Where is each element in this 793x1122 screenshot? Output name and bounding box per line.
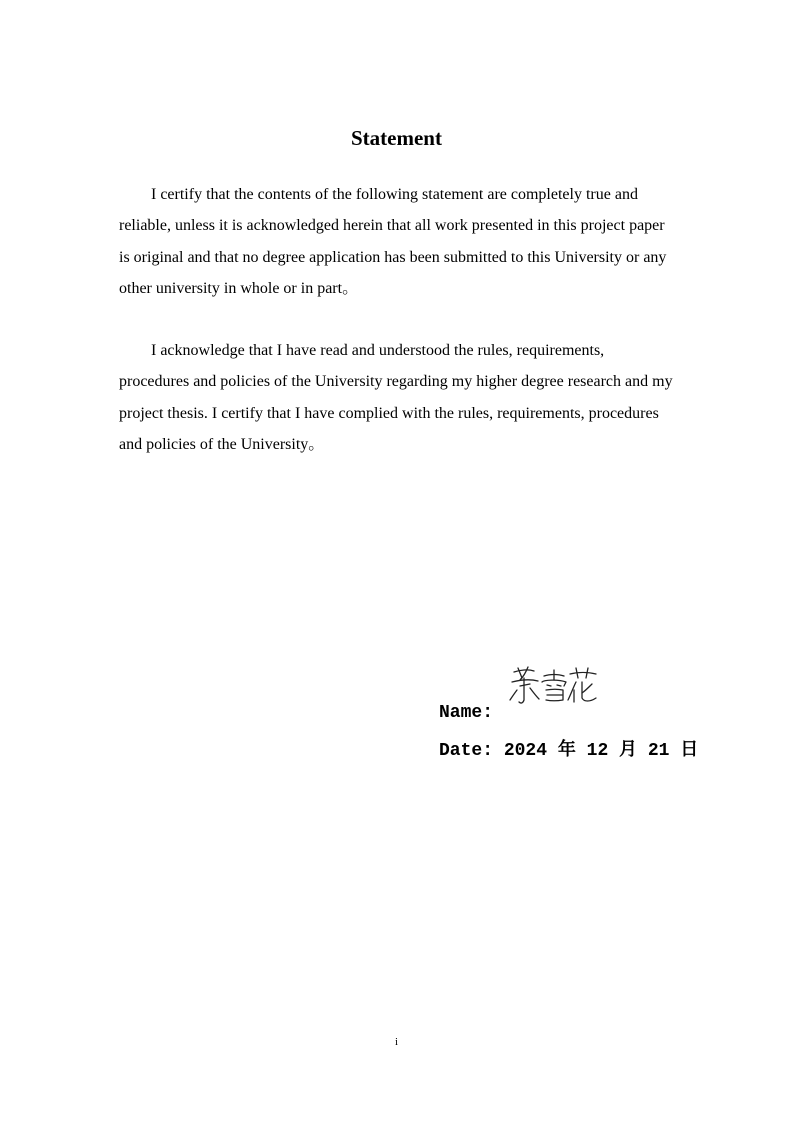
date-label: Date: <box>439 741 494 761</box>
paragraph-line: other university in whole or in part。 <box>119 279 359 297</box>
paragraph-line: is original and that no degree application has been submitted to this University or any <box>119 248 667 266</box>
name-label: Name: <box>439 703 494 723</box>
paragraph-line: and policies of the University。 <box>119 435 325 453</box>
handwritten-signature <box>508 664 598 710</box>
date-value: 2024 年 12 月 21 日 <box>503 741 699 761</box>
statement-paragraph-2 <box>119 335 679 460</box>
statement-paragraph-1 <box>119 179 679 304</box>
page-title: Statement <box>351 126 442 150</box>
paragraph-line: reliable, unless it is acknowledged herein that all work presented in this project paper <box>119 217 665 235</box>
page-number: i <box>394 1036 399 1048</box>
paragraph-line: procedures and policies of the University regarding my higher degree research and my <box>119 373 673 391</box>
paragraph-line: I acknowledge that I have read and understood the rules, requirements, <box>151 342 605 359</box>
paragraph-line: I certify that the contents of the following statement are completely true and <box>151 186 638 203</box>
paragraph-line: project thesis. I certify that I have complied with the rules, requirements, procedures <box>119 404 659 422</box>
signature-date-row <box>439 739 698 763</box>
signature-name-row <box>439 701 493 725</box>
